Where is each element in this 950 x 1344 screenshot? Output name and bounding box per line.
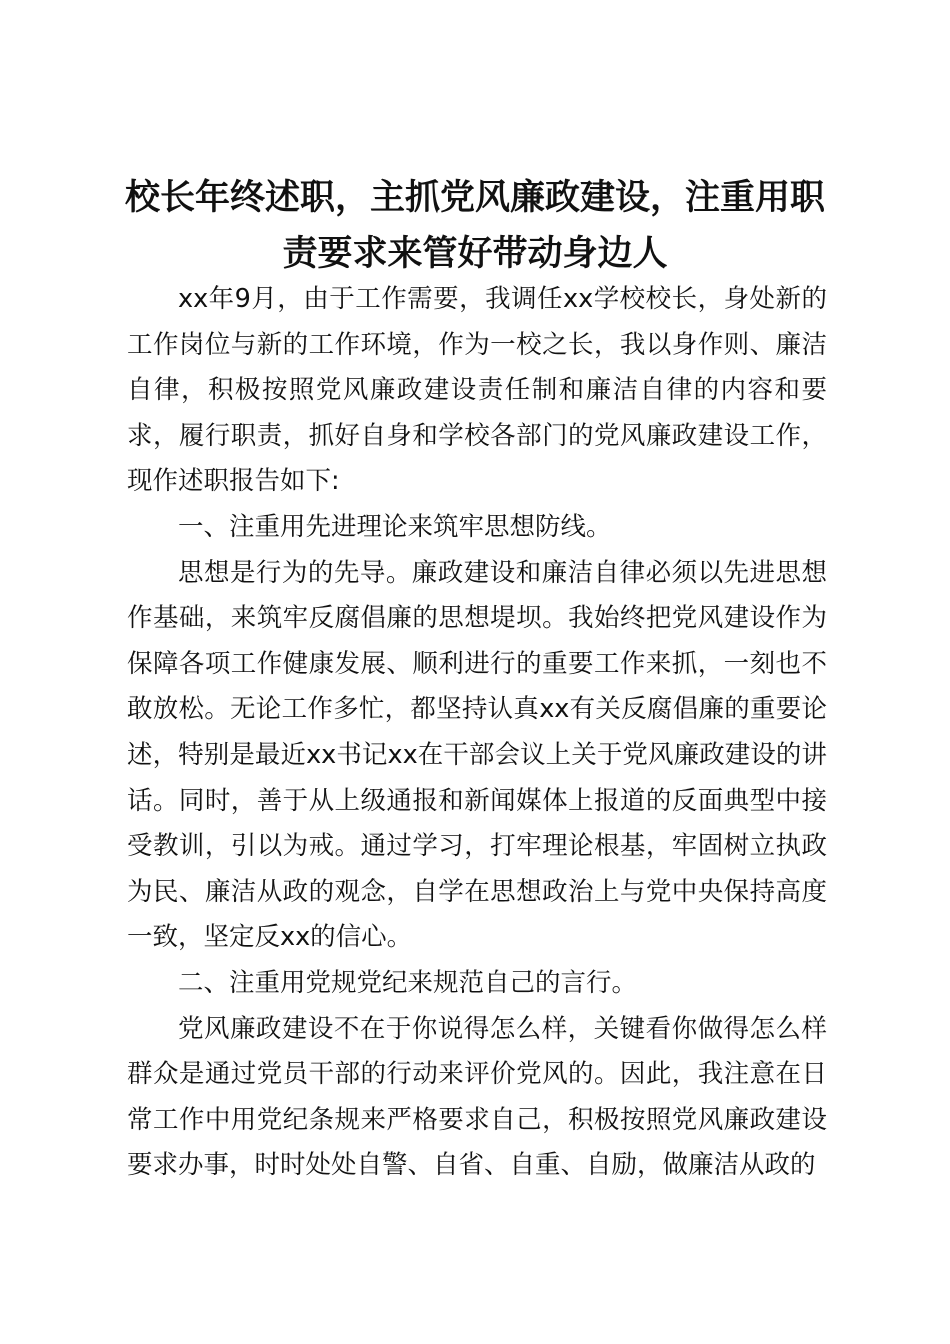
document-body [127, 277, 827, 1189]
section-heading-2: 二、注重用党规党纪来规范自己的言行。 [178, 967, 638, 998]
section-1-paragraph: 思想是行为的先导。廉政建设和廉洁自律必须以先进思想作基础，来筑牢反腐倡廉的思想堤坝。我始终把党风建设作为保障各项工作健康发展、顺利进行的重要工作来抓，一刻也不敢放松。无论工作多忙，都坚持认真xx有关反腐倡廉的重要论述，特别是最近xx书记xx在干部会议上关于党风廉政建设的讲话。同时，善于从上级通报和新闻媒体上报道的反面典型中接受教训，引以为戒。通过学习，打牢理论根基，牢固树立执政为民、廉洁从政的观念，自学在思想政治上与党中央保持高度一致，坚定反xx的信心。 [127, 557, 827, 953]
document-title [110, 170, 840, 282]
intro-paragraph: xx年9月，由于工作需要，我调任xx学校校长，身处新的工作岗位与新的工作环境，作为一校之长，我以身作则、廉洁自律，积极按照党风廉政建设责任制和廉洁自律的内容和要求，履行职责，抓好自身和学校各部门的党风廉政建设工作，现作述职报告如下: [127, 284, 827, 497]
section-2-paragraph: 党风廉政建设不在于你说得怎么样，关键看你做得怎么样群众是通过党员干部的行动来评价党风的。因此，我注意在日常工作中用党纪条规来严格要求自己，积极按照党风廉政建设要求办事，时时处处自警、自省、自重、自励，做廉洁从政的 [127, 1013, 827, 1181]
title-line-2: 责要求来管好带动身边人 [282, 234, 668, 274]
section-heading-1: 一、注重用先进理论来筑牢思想防线。 [178, 511, 612, 542]
title-line-1: 校长年终述职，主抓党风廉政建设，注重用职 [124, 178, 825, 218]
